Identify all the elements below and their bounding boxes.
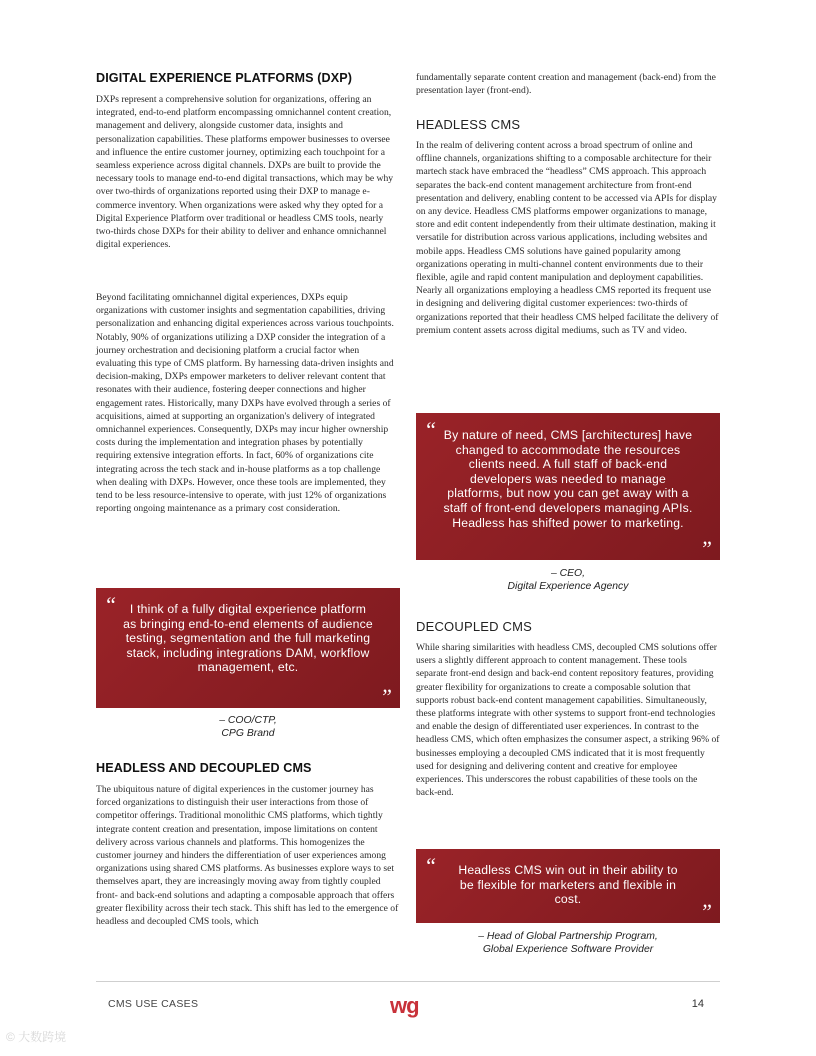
close-quote-icon: ”	[699, 536, 712, 561]
quote-2-attribution	[416, 568, 720, 593]
open-quote-icon: “	[424, 417, 437, 442]
quote-3-attribution	[416, 931, 720, 956]
footer-section-label: CMS USE CASES	[108, 998, 199, 1010]
footer-divider	[96, 981, 720, 982]
quote-3-attrib-org: Global Experience Software Provider	[482, 943, 654, 955]
quote-3-attrib-role: – Head of Global Partnership Program,	[478, 931, 658, 942]
continued-paragraph: fundamentally separate content creation and management (back-end) from the presentation layer (front-end).	[416, 72, 716, 97]
headless-cms-paragraph: In the realm of delivering content across a broad spectrum of online and offline channels, organizations shifting to a composable architecture for their martech stack have embraced the “headless” CMS approach. This approach separates the back-end content management architecture from front-end presentation and delivery, enabling content to be accessed via APIs for display on any device. Headless CMS platforms empower organizations to manage, store and edit content independently from their ultimate destination, making it versatile for distribution across various applications, including websites and mobile apps. Headless CMS solutions have gained popularity among organizations operating in multi-channel content environments due to their flexible, agile and rapid content manipulation and deployment capabilities. Nearly all organizations employing a headless CMS reported its frequent use in designing and delivering digital customer experiences: two-thirds of organizations reported that their headless CMS helped facilitate the delivery of premium content assets across digital mediums, such as TV and video.	[416, 140, 719, 336]
wg-logo: wg	[390, 993, 419, 1018]
dxp-paragraph-2: Beyond facilitating omnichannel digital experiences, DXPs equip organizations with customer insights and segmentation capabilities, driving personalization and enhancing digital experiences across various touchpoints. Notably, 90% of organizations utilizing a DXP consider the integration of a journey orchestration and decisioning platform a crucial factor when evaluating this type of CMS platform. By harnessing data-driven insights and decision-making, DXPs empower marketers to deliver relevant content that resonates with their audience, fostering deeper connections and higher engagement rates. Historically, many DXPs have evolved through a series of acquisitions, aimed at supporting an organization's delivery of integrated omnichannel experiences. Consequently, DXPs may incur higher ownership costs during the implementation and integration phases by potentially requiring extensive integration efforts. In fact, 60% of organizations cite integrating across the tech stack and in-house platforms as a top challenge when dealing with DXPs. However, once these tools are implemented, they tend to be less resource-intensive to operate, with just 12% of organizations reporting ongoing maintenance as a primary cost consideration.	[96, 292, 394, 515]
dxp-paragraph-1: DXPs represent a comprehensive solution for organizations, offering an integrated, end-to-end platform encompassing omnichannel content creation, management and delivery, alongside customer data, insights and personalization capabilities. These platforms empower businesses to oversee and influence the entire customer journey, optimizing each touchpoint for a seamless experience across digital channels. DXPs are built to provide the necessary tools to manage end-to-end digital transactions, which may be why over two-thirds of organizations reported using their DXP to manage e-commerce inventory. When organizations were asked why they opted for a Digital Experience Platform over traditional or headless CMS tools, nearly two-thirds chose DXPs for their ability to deliver and enhance omnichannel digital experiences.	[96, 94, 394, 251]
quote-box-3	[416, 849, 720, 923]
quote-box-1	[96, 588, 400, 708]
open-quote-icon: “	[104, 592, 117, 617]
page-number: 14	[691, 998, 704, 1010]
dxp-heading: DIGITAL EXPERIENCE PLATFORMS (DXP)	[96, 71, 352, 85]
headless-decoupled-heading: HEADLESS AND DECOUPLED CMS	[96, 761, 312, 775]
quote-box-2	[416, 413, 720, 560]
quote-1-attrib-role: – COO/CTP,	[219, 715, 277, 726]
decoupled-cms-paragraph: While sharing similarities with headless CMS, decoupled CMS solutions offer users a slightly different approach to content management. These tools separate front-end design and back-end content repository features, providing greater flexibility for organizations to create a composable solution that supports robust back-end content management capabilities. Simultaneously, these platforms integrate with other systems to support front-end technologies and enable the design of differentiated user experiences. In contrast to the headless CMS, which often emphasizes the consumer aspect, a striking 96% of businesses employing a decoupled CMS indicated that it is most frequently used for designing and delivering content and creative for employee experiences. This underscores the robust capabilities of these tools on the back-end.	[416, 642, 720, 799]
watermark: © 大数跨境	[6, 1030, 67, 1044]
quote-2-attrib-role: – CEO,	[550, 568, 586, 579]
quote-2-text: By nature of need, CMS [architectures] have changed to accommodate the resources clients need. A full staff of back-end developers was needed to manage platforms, but now you can get away with a staff of front-end developers managing APIs. Headless has shifted power to marketing.	[443, 428, 693, 530]
quote-3-text: Headless CMS win out in their ability to be flexible for marketers and flexible in cost.	[458, 863, 678, 907]
headless-cms-heading: HEADLESS CMS	[416, 117, 521, 132]
close-quote-icon: ”	[699, 899, 712, 924]
quote-1-attrib-org: CPG Brand	[221, 727, 275, 739]
open-quote-icon: “	[424, 853, 437, 878]
headless-decoupled-paragraph: The ubiquitous nature of digital experiences in the customer journey has forced organizations to distinguish their user interactions from those of competitor offerings. Traditional monolithic CMS platforms, which tightly integrate content creation and presentation, impose limitations on content delivery across various channels and platforms. This homogenizes the customer journey and hinders the differentiation of user experiences among organizations using shared CMS platforms. As businesses explore ways to set themselves apart, they are increasingly moving away from tightly coupled front- and back-end solutions and adapting a composable approach that offers greater flexibility across their tech stack. This shift has led to the emergence of headless and decoupled CMS tools, which	[96, 784, 399, 928]
quote-1-attribution	[96, 715, 400, 740]
quote-1-text: I think of a fully digital experience platform as bringing end-to-end elements of audience testing, segmentation and the full marketing stack, including integrations DAM, workflow management, etc.	[123, 602, 373, 675]
quote-2-attrib-org: Digital Experience Agency	[507, 580, 629, 592]
decoupled-cms-heading: DECOUPLED CMS	[416, 619, 533, 634]
close-quote-icon: ”	[379, 684, 392, 709]
